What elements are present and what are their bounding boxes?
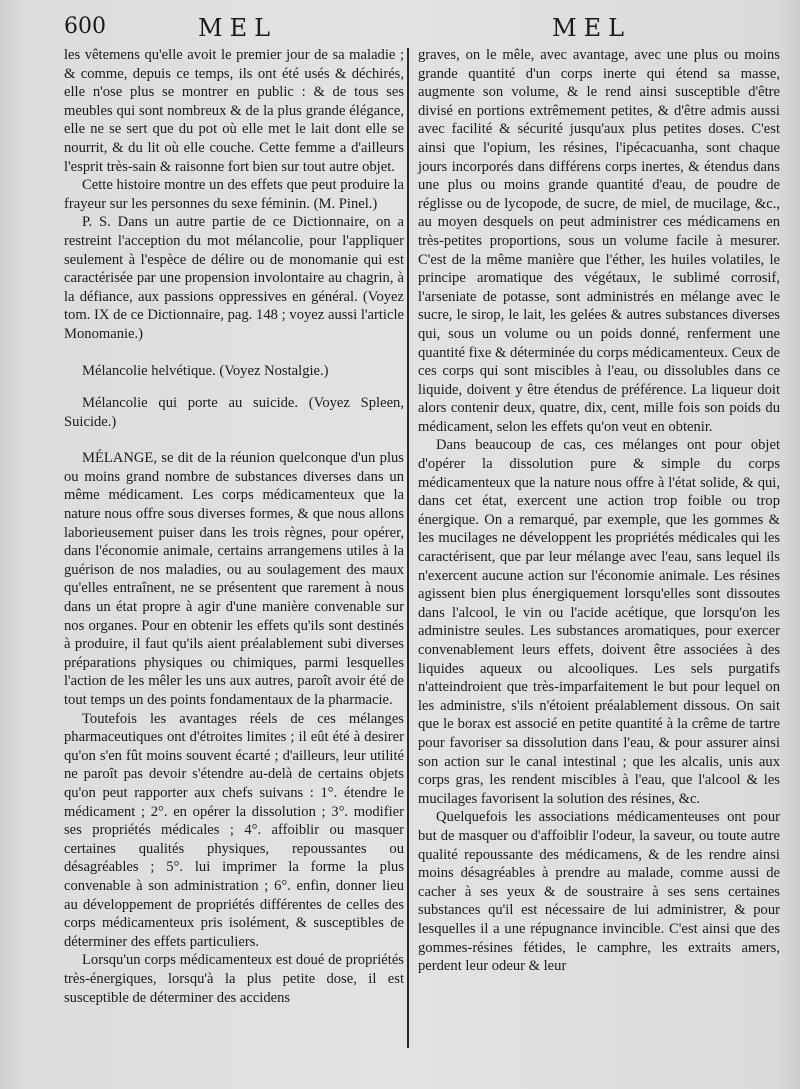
column-divider [407,48,409,1048]
running-head-right: MEL [552,14,632,42]
paragraph: Quelquefois les associations médicamenteuses ont pour but de masquer ou d'affoiblir l'odeur, la saveur, ou toute autre qualité repoussante des médicamens, & de les rendre ainsi moins désagréables à prendre au malade, comme aussi de cacher à ses yeux & de soustraire à ses sens certaines substances qu'il est nécessaire de lui administrer, & pour lesquelles il a une répugnance invincible. C'est ainsi que des gommes-résines fétides, le camphre, les extraits amers, perdent leur odeur & leur [418,809,780,975]
running-head-left: MEL [198,14,278,42]
paragraph: Lorsqu'un corps médicamenteux est doué de propriétés très-énergiques, lorsqu'à la plus petite dose, il est susceptible de déterminer des accidens [64,952,404,1006]
entry-heading: Mélancolie qui porte au suicide. (Voyez Spleen, Suicide.) [64,395,404,430]
paragraph: les vêtemens qu'elle avoit le premier jour de sa maladie ; & comme, depuis ce temps, ils ont été usés & déchirés, elle n'ose plus se montrer en public : & de tous ses meubles qui sont nombreux & de la plus grande élégance, elle ne se sert que du pot où elle met le lait dont elle se nourrit, & du lit où elle couche. Cette femme a d'ailleurs l'esprit très-sain & raisonne fort bien sur tout autre objet. [64,47,404,175]
paragraph: Dans beaucoup de cas, ces mélanges ont pour objet d'opérer la dissolution pure & simple du corps médicamenteux que la nature nous offre à l'état solide, & qui, dans cet état, exercent une action trop foible ou trop énergique. On a remarqué, par exemple, que les gommes & les mucilages ne développent les propriétés médicales qui les caractérisent, que par leur mélange avec l'eau, sans lequel ils n'exercent aucune action sur l'économie animale. Les résines agissent bien plus énergiquement lorsqu'elles sont dissoutes dans l'alcool, le vin ou l'acide acétique, que lorsqu'on les administre seules. Les substances aromatiques, pour exercer convenablement leurs effets, doivent être associées à des liquides aqueux ou alcooliques. Les sels purgatifs n'atteindroient que très-imparfaitement le but pour lequel on les administre, s'ils n'étoient préalablement dissous. On sait que le borax est associé en petite quantité à la crême de tartre pour favoriser sa dissolution dans l'eau, & pour assurer ainsi son action sur le canal intestinal ; que les alcalis, unis aux corps gras, les rendent miscibles à l'eau, que l'alcool & les mucilages favorisent la solution des résines, &c. [418,437,780,807]
left-column [64,46,404,1007]
paragraph: graves, on le mêle, avec avantage, avec une plus ou moins grande quantité d'un corps inerte qui étend sa masse, augmente son volume, & le rend ainsi susceptible d'être divisé en portions extrêmement petites, & d'être admis aussi avec facilité & sécurité jusqu'aux plus petites doses. C'est ainsi que l'opium, les résines, l'ipécacuanha, sont chaque jours incorporés dans différens corps inertes, & étendus dans une plus ou moins grande quantité d'eau, de poudre de réglisse ou de lycopode, de sucre, de miel, de mucilage, &c., au moyen desquels on peut administrer ces médicamens en très-petites proportions, sous un volume facile à mesurer. C'est de la même manière que l'éther, les huiles volatiles, le principe aromatique des végétaux, le sublimé corrosif, l'arseniate de potasse, sont administrés en mélange avec le sucre, le sirop, le lait, les gelées & autres substances diverses qui, sous un volume ou un poids donné, renferment une quantité fixe & déterminée du corps médicamenteux. Ceux de ces corps qui sont miscibles à l'eau, ou dissolubles dans ce liquide, doivent y être étendus de préférence. La liqueur doit alors contenir deux, quatre, dix, cent, mille fois son poids du médicament, selon les effets qu'on veut en obtenir. [418,47,780,435]
paragraph: Cette histoire montre un des effets que peut produire la frayeur sur les personnes du sexe féminin. (M. Pinel.) [64,177,404,212]
paragraph: Toutefois les avantages réels de ces mélanges pharmaceutiques ont d'étroites limites ; il eût été à desirer qu'on s'en fût moins souvent écarté ; d'ailleurs, leur utilité ne paroît pas devoir s'étendre au-delà de certains objets qu'on peut rapporter aux chefs suivans : 1°. étendre le médicament ; 2°. en opérer la dissolution ; 3°. modifier ses propriétés médicales ; 4°. affoiblir ou masquer certaines qualités physiques, repoussantes ou désagréables ; 5°. lui imprimer la forme la plus convenable à son administration ; 6°. enfin, donner lieu au développement de propriétés différentes de celles des corps médicamenteux pris isolément, & susceptibles de déterminer des effets particuliers. [64,710,404,950]
entry-melange: MÉLANGE, se dit de la réunion quelconque d'un plus ou moins grand nombre de substances diverses dans un même médicament. Les corps médicamenteux que la nature nous offre sous diverses formes, & que nous allons laborieusement puiser dans les trois règnes, pour opérer, dans l'économie animale, certains arrangemens utiles à la guérison de nos maladies, ou au soulagement des maux qu'elles entraînent, ne se présentent que rarement à nous dans un état propre à agir d'une manière convenable sur nos organes. Pour en obtenir les effets qu'ils sont destinés à produire, il faut qu'ils aient préalablement subi diverses préparations physiques ou chimiques, parmi lesquelles l'action de les mêler les uns aux autres, paroît avoir été de tout temps un des points fondamentaux de la pharmacie. [64,450,404,708]
right-column [418,46,780,976]
page-number: 600 [64,14,106,39]
paragraph: P. S. Dans un autre partie de ce Dictionnaire, on a restreint l'acception du mot mélancolie, pour l'appliquer seulement à l'espèce de délire ou de monomanie qui est caractérisée par une propension involontaire au chagrin, à la défiance, aux passions oppressives en général. (Voyez tom. IX de ce Dictionnaire, pag. 148 ; voyez aussi l'article Monomanie.) [64,214,404,342]
entry-heading: Mélancolie helvétique. (Voyez Nostalgie.) [82,362,329,379]
